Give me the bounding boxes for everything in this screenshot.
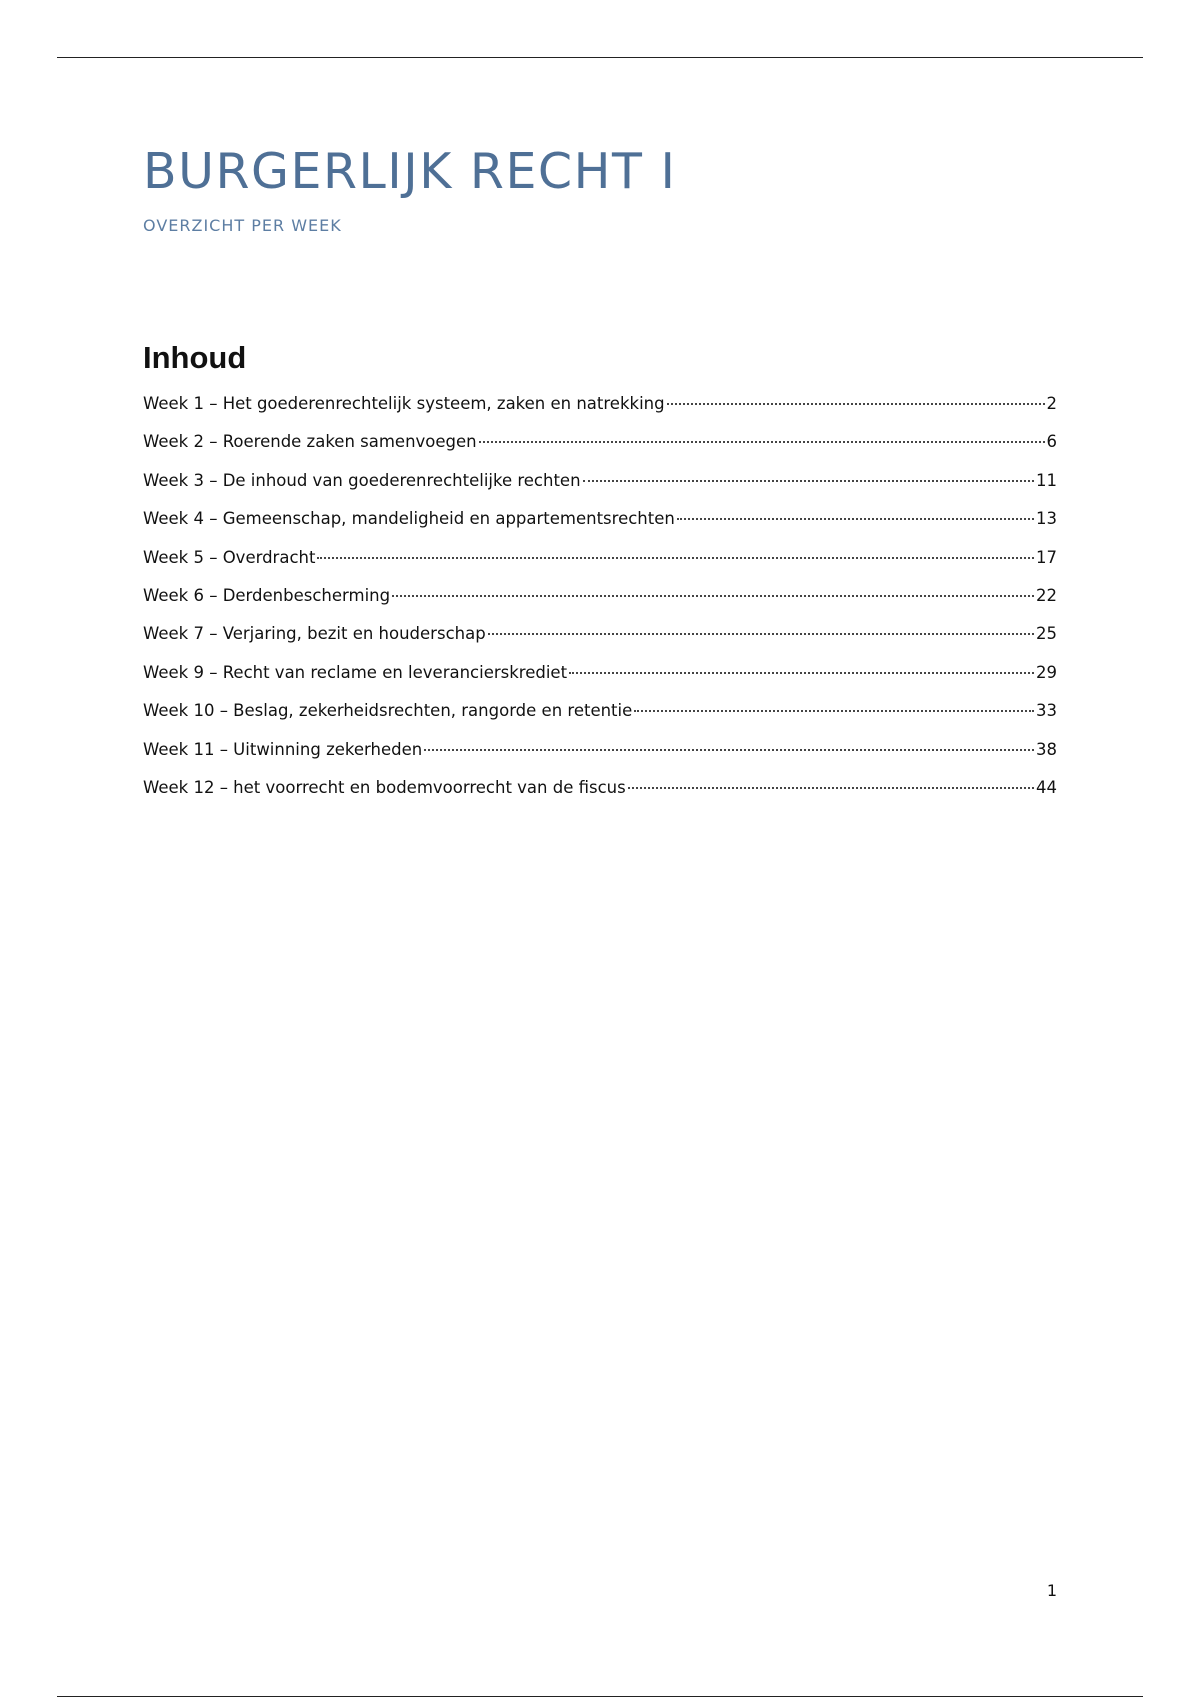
page-number: 1 bbox=[1046, 1581, 1057, 1600]
toc-entry-label: Week 5 – Overdracht bbox=[143, 547, 316, 567]
toc-dot-leader bbox=[424, 749, 1034, 751]
toc-entry-page: 13 bbox=[1036, 509, 1057, 529]
toc-heading: Inhoud bbox=[143, 340, 247, 375]
toc-entry-page: 11 bbox=[1036, 470, 1057, 490]
toc-dot-leader bbox=[583, 480, 1034, 482]
toc-entry-page: 22 bbox=[1036, 585, 1057, 605]
toc-entry-week-12[interactable] bbox=[143, 778, 1057, 816]
toc-dot-leader bbox=[677, 518, 1034, 520]
toc-entry-page: 29 bbox=[1036, 662, 1057, 682]
toc-entry-week-10[interactable] bbox=[143, 701, 1057, 739]
toc-entry-page: 25 bbox=[1036, 624, 1057, 644]
toc-entry-label: Week 3 – De inhoud van goederenrechtelijke rechten bbox=[143, 470, 581, 490]
toc-entry-week-3[interactable] bbox=[143, 471, 1057, 509]
toc-entry-label: Week 9 – Recht van reclame en leverancierskrediet bbox=[143, 662, 568, 682]
toc-entry-week-4[interactable] bbox=[143, 509, 1057, 547]
toc-dot-leader bbox=[392, 595, 1034, 597]
toc-entry-week-9[interactable] bbox=[143, 663, 1057, 701]
footer-rule bbox=[57, 1696, 1143, 1697]
toc-entry-label: Week 2 – Roerende zaken samenvoegen bbox=[143, 432, 477, 452]
toc-entry-label: Week 6 – Derdenbescherming bbox=[143, 585, 391, 605]
toc-entry-week-6[interactable] bbox=[143, 586, 1057, 624]
toc-entry-page: 44 bbox=[1036, 777, 1057, 797]
toc-dot-leader bbox=[634, 710, 1034, 712]
toc-entry-label: Week 1 – Het goederenrechtelijk systeem, zaken en natrekking bbox=[143, 394, 665, 413]
toc-entry-label: Week 10 – Beslag, zekerheidsrechten, rangorde en retentie bbox=[143, 701, 633, 721]
toc-entry-page: 38 bbox=[1036, 739, 1057, 759]
table-of-contents bbox=[143, 394, 1057, 816]
toc-dot-leader bbox=[569, 672, 1034, 674]
toc-entry-page: 6 bbox=[1046, 432, 1057, 452]
toc-entry-page: 17 bbox=[1036, 547, 1057, 567]
toc-dot-leader bbox=[628, 787, 1034, 789]
toc-dot-leader bbox=[317, 557, 1034, 559]
toc-entry-label: Week 12 – het voorrecht en bodemvoorrecht van de fiscus bbox=[143, 777, 626, 797]
toc-entry-label: Week 11 – Uitwinning zekerheden bbox=[143, 739, 423, 759]
toc-entry-week-2[interactable] bbox=[143, 432, 1057, 470]
toc-entry-page: 2 bbox=[1046, 394, 1057, 413]
toc-entry-week-7[interactable] bbox=[143, 624, 1057, 662]
toc-dot-leader bbox=[667, 403, 1045, 405]
document-title: BURGERLIJK RECHT I bbox=[143, 143, 677, 200]
header-rule bbox=[57, 57, 1143, 58]
document-subtitle: OVERZICHT PER WEEK bbox=[143, 216, 342, 235]
toc-entry-page: 33 bbox=[1036, 701, 1057, 721]
toc-entry-week-1[interactable] bbox=[143, 394, 1057, 432]
toc-entry-label: Week 4 – Gemeenschap, mandeligheid en appartementsrechten bbox=[143, 509, 675, 529]
toc-dot-leader bbox=[479, 441, 1045, 443]
toc-entry-week-5[interactable] bbox=[143, 548, 1057, 586]
toc-dot-leader bbox=[488, 633, 1034, 635]
toc-entry-week-11[interactable] bbox=[143, 740, 1057, 778]
toc-entry-label: Week 7 – Verjaring, bezit en houderschap bbox=[143, 624, 486, 644]
